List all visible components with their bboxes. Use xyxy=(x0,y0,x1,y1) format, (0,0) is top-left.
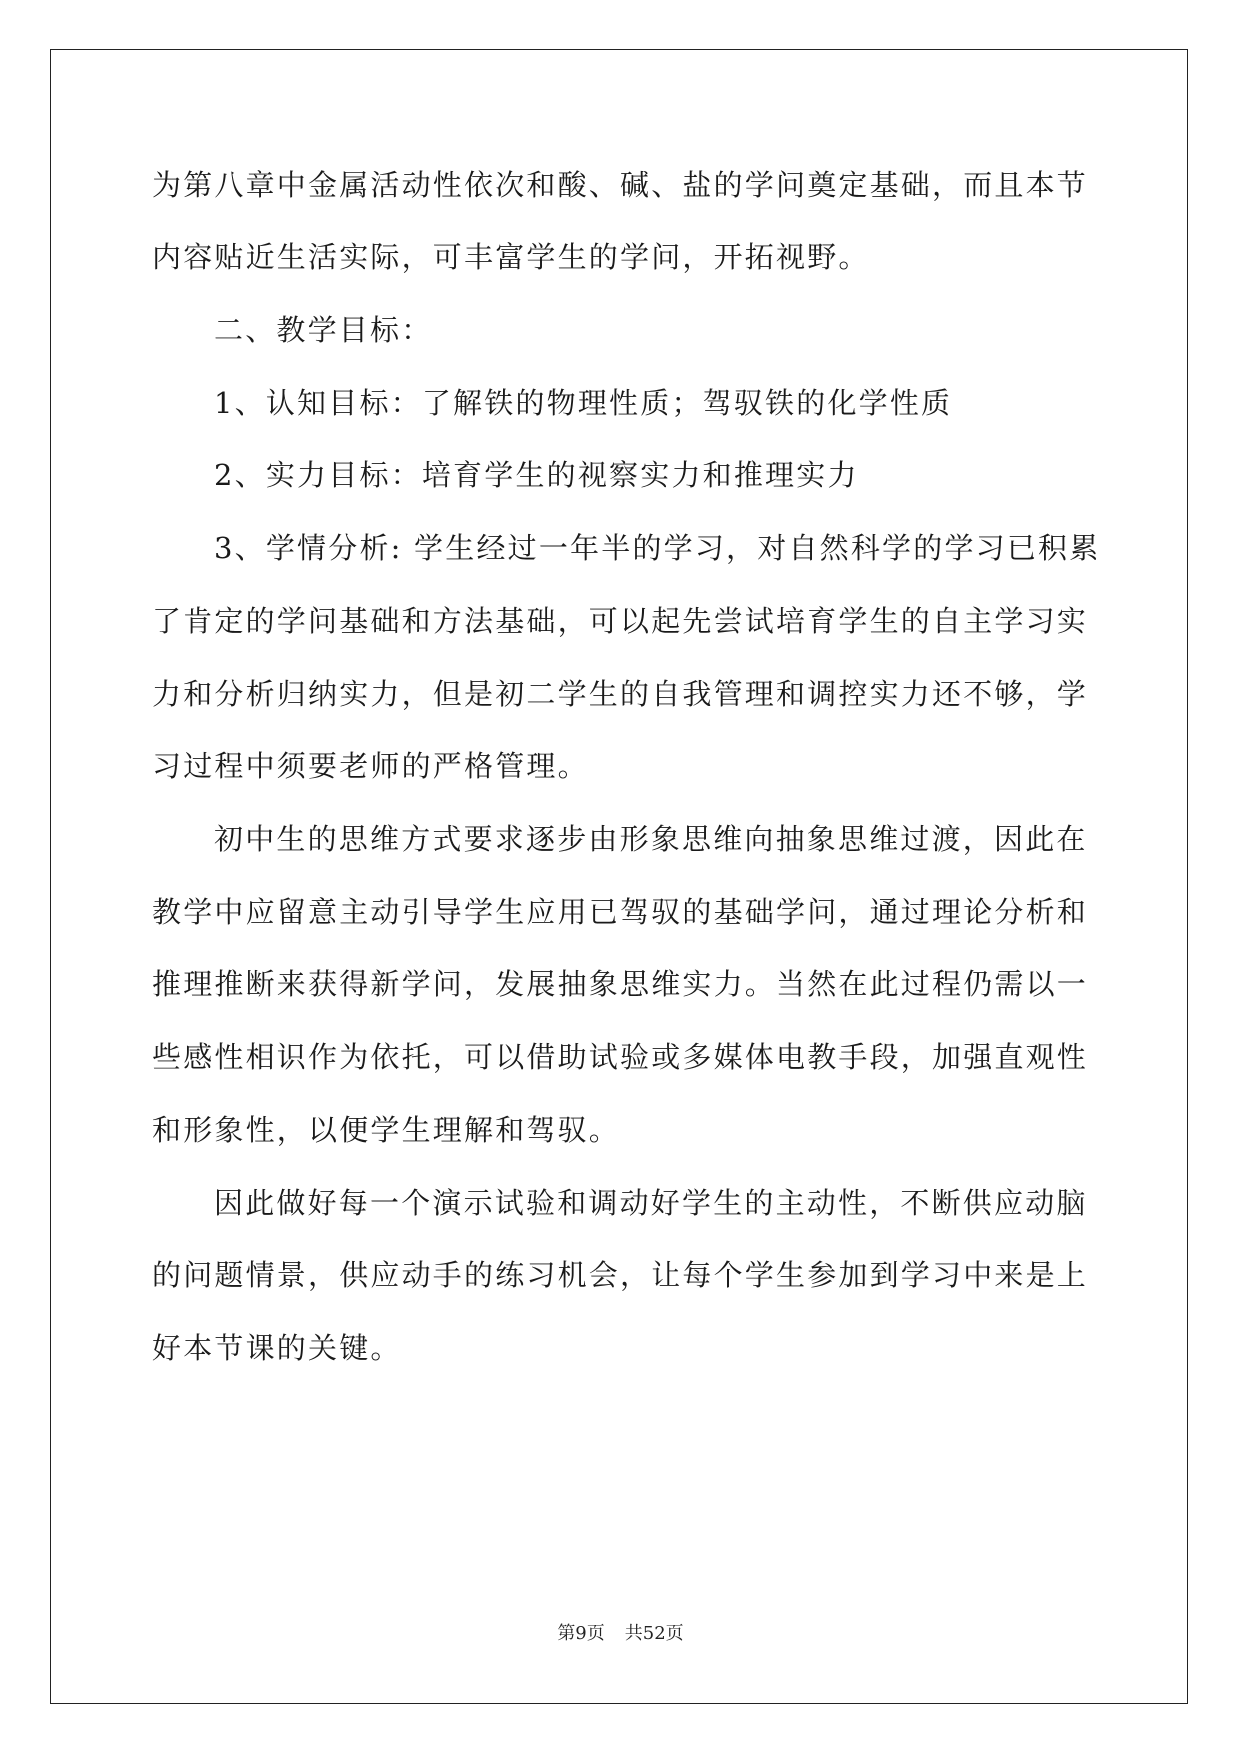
text-line: 和形象性，以便学生理解和驾驭。 xyxy=(152,1113,621,1147)
text-line: 力和分析归纳实力，但是初二学生的自我管理和调控实力还不够，学 xyxy=(152,677,1089,711)
text-line: 习过程中须要老师的严格管理。 xyxy=(152,749,589,783)
text-line: 教学中应留意主动引导学生应用已驾驭的基础学问，通过理论分析和 xyxy=(152,895,1089,929)
text-line: 好本节课的关键。 xyxy=(152,1331,402,1365)
text-line: 为第八章中金属活动性依次和酸、碱、盐的学问奠定基础，而且本节 xyxy=(152,168,1089,202)
text-line: 初中生的思维方式要求逐步由形象思维向抽象思维过渡，因此在 xyxy=(214,822,1088,856)
text-line: 内容贴近生活实际，可丰富学生的学问，开拓视野。 xyxy=(152,240,870,274)
text-line: 的问题情景，供应动手的练习机会，让每个学生参加到学习中来是上 xyxy=(152,1258,1089,1292)
text-line: 些感性相识作为依托，可以借助试验或多媒体电教手段，加强直观性 xyxy=(152,1040,1089,1074)
list-item: 2、实力目标：培育学生的视察实力和推理实力 xyxy=(214,458,859,492)
list-item: 1、认知目标：了解铁的物理性质；驾驭铁的化学性质 xyxy=(214,386,953,420)
text-line: 因此做好每一个演示试验和调动好学生的主动性，不断供应动脑 xyxy=(214,1186,1088,1220)
text-line: 了肯定的学问基础和方法基础，可以起先尝试培育学生的自主学习实 xyxy=(152,604,1089,638)
page-footer xyxy=(0,1622,1241,1646)
page-border xyxy=(50,49,1188,1704)
section-heading: 二、教学目标： xyxy=(214,313,433,347)
list-item: 3、学情分析: 学生经过一年半的学习，对自然科学的学习已积累 xyxy=(214,531,1101,565)
page-total: 共52页 xyxy=(624,1623,684,1644)
text-line: 推理推断来获得新学问，发展抽象思维实力。当然在此过程仍需以一 xyxy=(152,967,1089,1001)
page-number: 第9页 xyxy=(557,1623,605,1644)
